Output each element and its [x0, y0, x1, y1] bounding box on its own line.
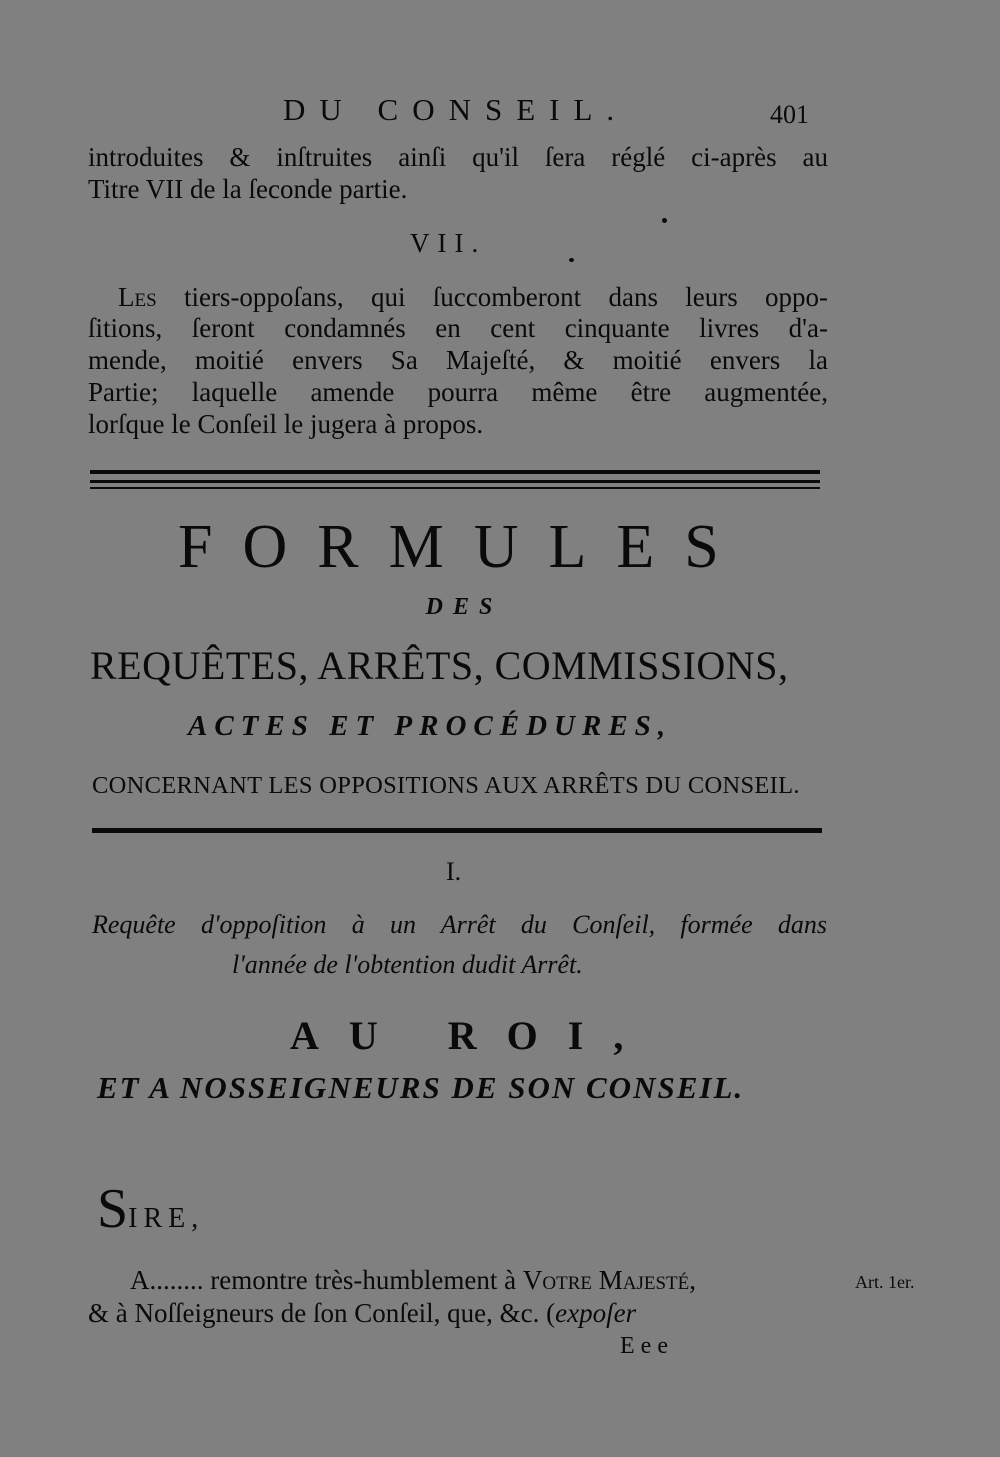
formula-number: I. [446, 857, 462, 886]
salutation-sire [97, 1177, 204, 1241]
continuation-line-1: introduites & inſtruites ainſi qu'il ſera réglé ci-après au [88, 142, 828, 172]
formula-title-line-1: Requête d'oppoſition à un Arrêt du Conſeil, formée dans [92, 910, 827, 939]
salutation-rest: IRE, [128, 1203, 205, 1234]
section-number-vii: VII. [410, 228, 487, 258]
petition-line-2-italic: expoſer [555, 1298, 637, 1328]
double-rule-bottom [90, 487, 820, 489]
petition-line-1-a: A........ remontre très-humblement à [130, 1265, 523, 1295]
section-vii-lead-word: Les [118, 282, 157, 312]
running-header-title: DU CONSEIL. [283, 92, 629, 127]
thick-rule [92, 828, 822, 833]
address-nosseigneurs: ET A NOSSEIGNEURS DE SON CONSEIL. [97, 1070, 745, 1105]
section-vii-line-5: lorſque le Conſeil le jugera à propos. [88, 409, 484, 439]
margin-note-article: Art. 1er. [855, 1272, 915, 1292]
page-number: 401 [770, 100, 809, 129]
section-vii-line-4: Partie; laquelle amende pourra même être augmentée, [88, 377, 828, 407]
section-vii-line-1 [118, 282, 828, 313]
formula-title-line-2: l'année de l'obtention dudit Arrêt. [232, 950, 583, 979]
formules-subtitle: REQUÊTES, ARRÊTS, COMMISSIONS, [90, 643, 789, 688]
section-vii-line-1-text: tiers-oppoſans, qui ſuccomberont dans leurs oppo- [156, 282, 828, 312]
signature-mark: Eee [620, 1333, 674, 1359]
section-vii-line-2: ſitions, ſeront condamnés en cent cinquante livres d'a- [88, 313, 828, 343]
petition-line-2-a: & à Noſſeigneurs de ſon Conſeil, que, &c. ( [88, 1298, 556, 1328]
salutation-initial: S [97, 1178, 129, 1240]
petition-line-1-c: , [689, 1265, 697, 1295]
double-rule-middle [90, 480, 820, 483]
formules-title: FORMULES [178, 513, 749, 581]
petition-line-2 [88, 1298, 636, 1329]
section-vii-line-3: mende, moitié envers Sa Majeſté, & moitié envers la [88, 345, 828, 375]
ink-speck [662, 218, 667, 223]
formules-concernant: CONCERNANT LES OPPOSITIONS AUX ARRÊTS DU CONSEIL. [92, 772, 800, 799]
continuation-line-2: Titre VII de la ſeconde partie. [88, 174, 408, 204]
formules-actes: ACTES ET PROCÉDURES, [188, 710, 673, 742]
ink-speck [569, 258, 574, 262]
petition-votre-majeste: Votre Majesté [522, 1265, 690, 1295]
formules-des: DES [425, 594, 503, 620]
double-rule-top [90, 470, 820, 474]
address-au-roi: AU ROI, [290, 1013, 654, 1058]
petition-line-1 [130, 1265, 696, 1296]
